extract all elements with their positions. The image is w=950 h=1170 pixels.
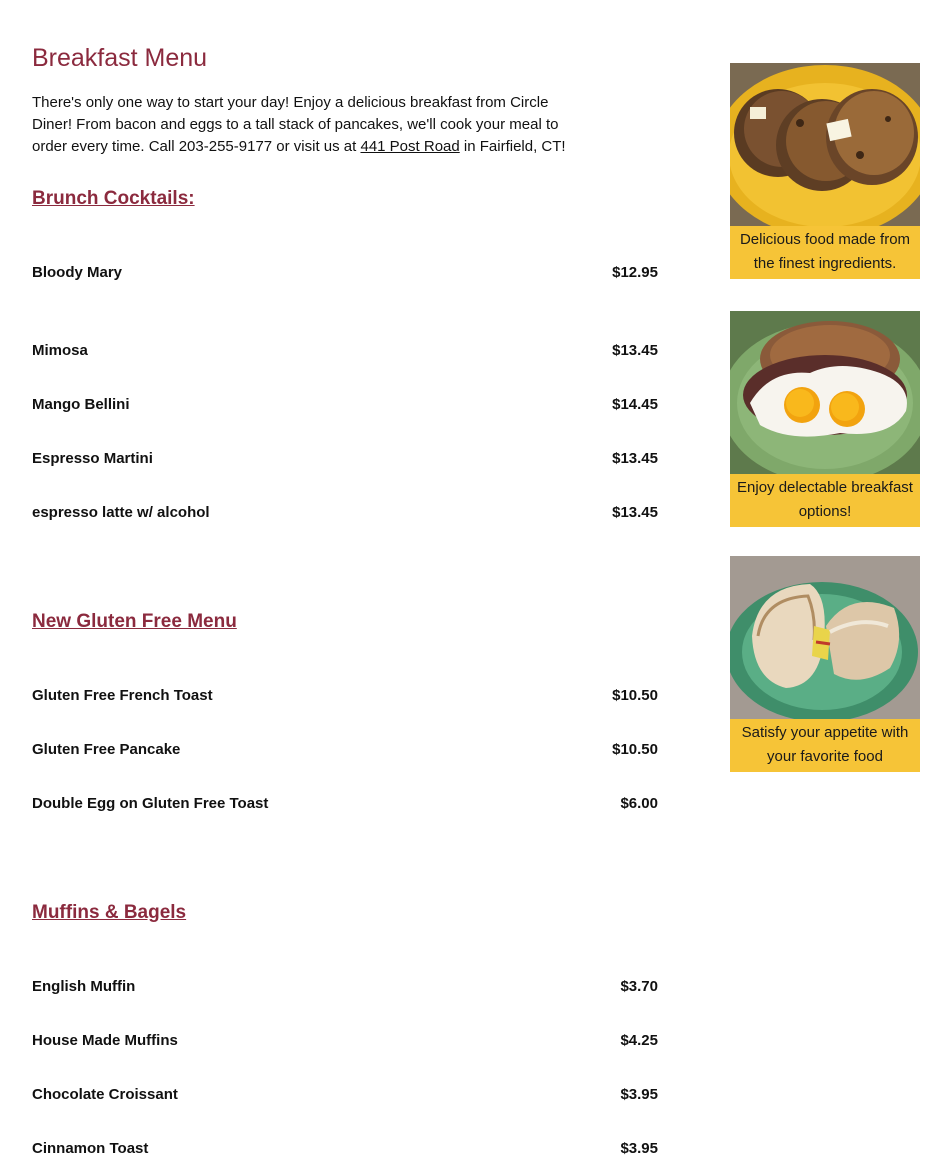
menu-item xyxy=(32,342,658,364)
menu-item-name: Mango Bellini xyxy=(32,396,130,413)
menu-item xyxy=(32,687,658,709)
menu-item-name: Espresso Martini xyxy=(32,450,153,467)
menu-item-name: Mimosa xyxy=(32,342,88,359)
section-title-gluten-free[interactable]: New Gluten Free Menu xyxy=(32,611,237,632)
eggs-photo xyxy=(730,311,920,474)
menu-item-name: Gluten Free Pancake xyxy=(32,741,181,758)
menu-item xyxy=(32,795,658,817)
address-link[interactable]: 441 Post Road xyxy=(360,138,460,155)
menu-item-price: $10.50 xyxy=(612,687,658,704)
menu-item xyxy=(32,1032,658,1054)
menu-item-price: $10.50 xyxy=(612,741,658,758)
menu-item xyxy=(32,504,658,526)
page-title: Breakfast Menu xyxy=(32,44,208,72)
photo-caption: Delicious food made from the finest ingredients. xyxy=(739,231,911,272)
menu-item-price: $13.45 xyxy=(612,504,658,521)
menu-item xyxy=(32,1086,658,1108)
intro-text-end: in Fairfield, CT! xyxy=(459,138,566,155)
menu-item-price: $6.00 xyxy=(620,795,658,812)
menu-item-price: $14.45 xyxy=(612,396,658,413)
menu-item-name: Chocolate Croissant xyxy=(32,1086,178,1103)
menu-item-price: $3.70 xyxy=(620,978,658,995)
menu-item-price: $3.95 xyxy=(620,1086,658,1103)
photo-caption: Satisfy your appetite with your favorite food xyxy=(741,724,909,765)
menu-item-price: $13.45 xyxy=(612,342,658,359)
menu-item-price: $3.95 xyxy=(620,1140,658,1157)
intro-paragraph xyxy=(32,92,567,158)
section-title-muffins-bagels[interactable]: Muffins & Bagels xyxy=(32,902,187,923)
menu-item-name: Gluten Free French Toast xyxy=(32,687,213,704)
menu-item xyxy=(32,741,658,763)
menu-item-name: Bloody Mary xyxy=(32,264,123,281)
section-title-brunch-cocktails[interactable]: Brunch Cocktails: xyxy=(32,188,195,209)
menu-item xyxy=(32,264,658,286)
menu-item-name: Cinnamon Toast xyxy=(32,1140,149,1157)
menu-item-price: $4.25 xyxy=(620,1032,658,1049)
menu-item xyxy=(32,450,658,472)
photo-caption: Enjoy delectable breakfast options! xyxy=(737,479,913,520)
menu-item-name: English Muffin xyxy=(32,978,136,995)
photo-card-pancakes xyxy=(730,63,920,279)
pancakes-photo xyxy=(730,63,920,226)
menu-item-name: House Made Muffins xyxy=(32,1032,178,1049)
menu-item xyxy=(32,1140,658,1162)
menu-item-name: espresso latte w/ alcohol xyxy=(32,504,210,521)
menu-item-price: $13.45 xyxy=(612,450,658,467)
photo-card-eggs xyxy=(730,311,920,527)
menu-item-price: $12.95 xyxy=(612,264,658,281)
bagel-photo xyxy=(730,556,920,719)
intro-text: There's only one way to start your day! Enjoy a delicious breakfast from Circle Diner! From bacon and eggs to a tall stack of pancakes, we'll cook your meal to order every time. Call 203-255-9177 or visit us at xyxy=(32,94,559,155)
menu-item xyxy=(32,396,658,418)
menu-item-name: Double Egg on Gluten Free Toast xyxy=(32,795,269,812)
photo-card-bagel xyxy=(730,556,920,772)
menu-item xyxy=(32,978,658,1000)
